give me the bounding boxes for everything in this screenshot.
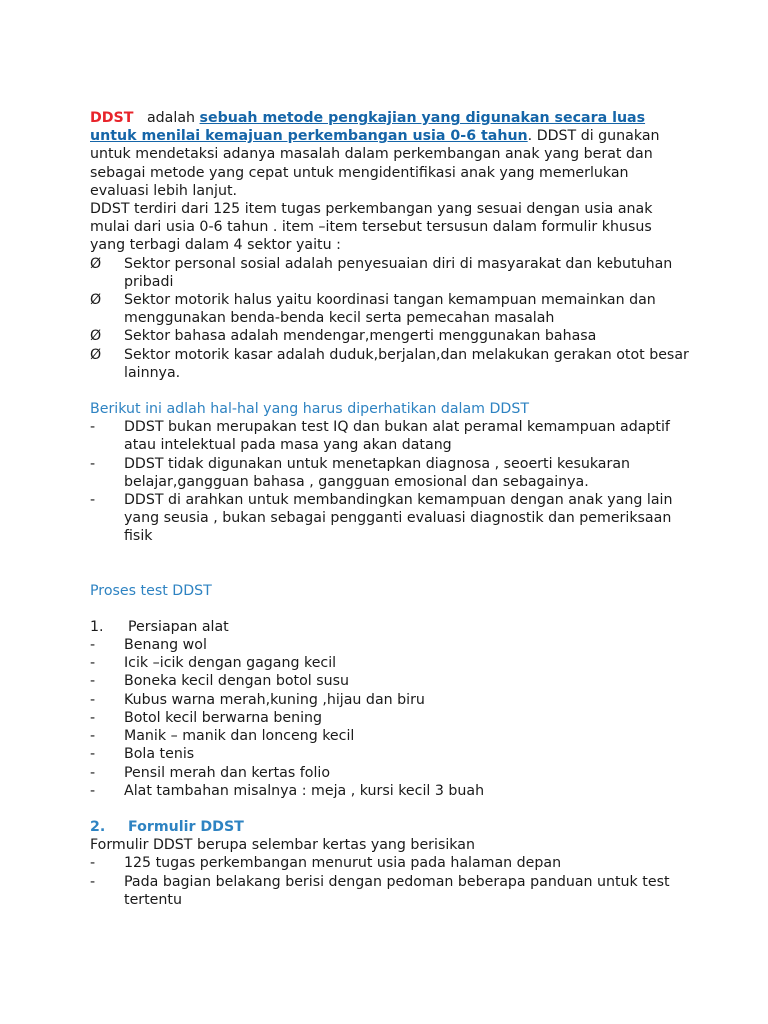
alat-text: Benang wol: [124, 637, 207, 654]
terdiri-paragraph: DDST terdiri dari 125 item tugas perkembangan yang sesuai dengan usia anak mulai dari usia 0-6 tahun . item –item tersebut tersusun dalam formulir khusus yang terbagi dalam 4 sektor yaitu :: [90, 201, 653, 254]
sector-item: [90, 255, 690, 291]
formulir-heading-text: Formulir DDST: [128, 818, 244, 835]
perhatian-text: DDST di arahkan untuk membandingkan kemampuan dengan anak yang lain yang seusia , bukan sebagai pengganti evaluasi diagnostik dan pemeriksaan fisik: [124, 492, 673, 545]
proses-heading: Proses test DDST: [90, 582, 212, 599]
alat-text: Boneka kecil dengan botol susu: [124, 673, 350, 690]
alat-item: [90, 764, 690, 782]
bullet-marker: Ø: [90, 346, 102, 363]
alat-text: Bola tenis: [124, 746, 195, 763]
bullet-marker: Ø: [90, 328, 102, 345]
alat-item: [90, 672, 690, 690]
alat-text: Pensil merah dan kertas folio: [124, 764, 331, 781]
formulir-item: [90, 873, 690, 909]
sector-text: Sektor personal sosial adalah penyesuaian diri di masyarakat dan kebutuhan pribadi: [124, 255, 673, 290]
alat-text: Icik –icik dengan gagang kecil: [124, 655, 337, 672]
bullet-marker: Ø: [90, 255, 102, 272]
formulir-text: 125 tugas perkembangan menurut usia pada halaman depan: [124, 855, 562, 872]
perhatian-item: [90, 455, 690, 491]
dash-marker: -: [90, 746, 96, 763]
alat-item: [90, 745, 690, 763]
perhatian-item: [90, 491, 690, 546]
intro-rest: . DDST di gunakan untuk mendetaksi adanya masalah dalam perkembangan anak yang berat dan sebagai metode yang cepat untuk mengidentifikasi anak yang memerlukan evaluasi lebih lanjut.: [90, 128, 660, 199]
intro-paragraph: [90, 109, 690, 200]
dash-marker: -: [90, 873, 96, 890]
perhatian-item: [90, 418, 690, 454]
perhatian-heading: Berikut ini adlah hal-hal yang harus diperhatikan dalam DDST: [90, 401, 530, 418]
dash-marker: -: [90, 455, 96, 472]
alat-list: [90, 636, 690, 800]
alat-item: [90, 654, 690, 672]
persiapan-label: Persiapan alat: [128, 618, 229, 635]
formulir-item: [90, 854, 690, 872]
dash-marker: -: [90, 419, 96, 436]
alat-item: [90, 691, 690, 709]
formulir-heading: [90, 818, 690, 836]
spacer: [90, 546, 690, 582]
dash-marker: -: [90, 782, 96, 799]
persiapan-heading: [90, 618, 690, 636]
definition-link[interactable]: sebuah metode pengkajian yang digunakan secara luas untuk menilai kemajuan perkembangan usia 0-6 tahun: [90, 110, 646, 145]
dash-marker: -: [90, 637, 96, 654]
formulir-text: Pada bagian belakang berisi dengan pedoman beberapa panduan untuk test tertentu: [124, 873, 670, 908]
bullet-marker: Ø: [90, 292, 102, 309]
dash-marker: -: [90, 655, 96, 672]
sector-text: Sektor motorik kasar adalah duduk,berjalan,dan melakukan gerakan otot besar lainnya.: [124, 346, 689, 381]
formulir-list: [90, 854, 690, 909]
perhatian-text: DDST bukan merupakan test IQ dan bukan alat peramal kemampuan adaptif atau intelektual pada masa yang akan datang: [124, 419, 670, 454]
step-number: 1.: [90, 618, 104, 635]
sector-item: [90, 291, 690, 327]
perhatian-list: [90, 418, 690, 545]
perhatian-text: DDST tidak digunakan untuk menetapkan diagnosa , seoerti kesukaran belajar,gangguan bahasa , gangguan emosional dan sebagainya.: [124, 455, 631, 490]
sector-item: [90, 327, 690, 345]
dash-marker: -: [90, 728, 96, 745]
intro-adalah: adalah: [146, 110, 196, 126]
alat-text: Kubus warna merah,kuning ,hijau dan biru: [124, 691, 425, 708]
alat-text: Alat tambahan misalnya : meja , kursi kecil 3 buah: [124, 782, 485, 799]
dash-marker: -: [90, 492, 96, 509]
alat-text: Manik – manik dan lonceng kecil: [124, 728, 355, 745]
sector-list: [90, 255, 690, 382]
dash-marker: -: [90, 691, 96, 708]
sector-item: [90, 346, 690, 382]
spacer: [90, 382, 690, 400]
term-ddst: DDST: [90, 110, 134, 126]
alat-item: [90, 782, 690, 800]
dash-marker: -: [90, 673, 96, 690]
spacer: [90, 800, 690, 818]
alat-text: Botol kecil berwarna bening: [124, 709, 323, 726]
alat-item: [90, 709, 690, 727]
dash-marker: -: [90, 764, 96, 781]
document-body: [90, 109, 690, 909]
dash-marker: -: [90, 709, 96, 726]
formulir-intro: Formulir DDST berupa selembar kertas yang berisikan: [90, 837, 475, 854]
sector-text: Sektor bahasa adalah mendengar,mengerti menggunakan bahasa: [124, 328, 597, 345]
spacer: [90, 600, 690, 618]
sector-text: Sektor motorik halus yaitu koordinasi tangan kemampuan memainkan dan menggunakan benda-benda kecil serta pemecahan masalah: [124, 292, 656, 327]
alat-item: [90, 636, 690, 654]
alat-item: [90, 727, 690, 745]
dash-marker: -: [90, 855, 96, 872]
step-number: 2.: [90, 818, 106, 835]
